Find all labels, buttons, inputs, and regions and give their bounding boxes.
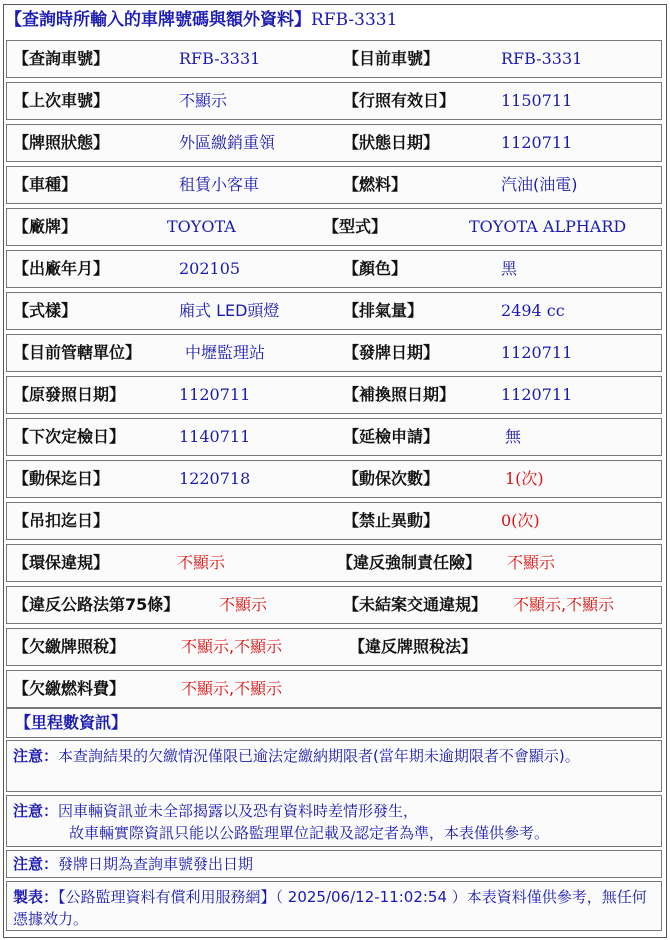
label-suspension-end: 【吊扣迄日】: [13, 511, 110, 530]
label-env-violation: 【環保違規】: [13, 553, 110, 572]
label-unpaid-license-tax: 【欠繳牌照稅】: [13, 637, 126, 656]
label-unpaid-fuel-fee: 【欠繳燃料費】: [13, 679, 126, 698]
note-text-line1: 因車輛資訊並未全部揭露以及恐有資料時差情形發生，: [58, 802, 419, 820]
value-insurance-violation: 不顯示: [507, 553, 556, 572]
label-color: 【顏色】: [343, 259, 408, 278]
label-reissue-date: 【補換照日期】: [343, 385, 456, 404]
note-text: 發牌日期為查詢車號發出日期: [58, 855, 254, 873]
note-issue-date: [6, 850, 662, 878]
label-original-license-date: 【原發照日期】: [13, 385, 126, 404]
label-current-plate: 【目前車號】: [343, 49, 440, 68]
footer-text: 【公路監理資料有償利用服務網】（ 2025/06/12-11:02:54 ）本表資料僅供參考，無任何憑據效力。: [13, 888, 647, 928]
label-query-plate: 【查詢車號】: [13, 49, 110, 68]
note-label: 注意：: [13, 802, 59, 820]
note-text-line2: 故車輛實際資訊只能以公路監理單位記載及認定者為準，本表僅供參考。: [69, 824, 550, 842]
value-unpaid-fuel-fee: 不顯示,不顯示: [181, 679, 283, 698]
info-row: [6, 502, 662, 540]
value-issue-date: 1120711: [501, 343, 573, 362]
info-row: [6, 82, 662, 120]
label-next-inspection: 【下次定檢日】: [13, 427, 126, 446]
label-model: 【型式】: [323, 217, 388, 236]
value-transfer-ban: 0(次): [501, 511, 540, 530]
label-collateral-count: 【動保次數】: [343, 469, 440, 488]
value-plate-status: 外區繳銷重領: [179, 133, 276, 152]
value-original-license-date: 1120711: [179, 385, 251, 404]
label-status-date: 【狀態日期】: [343, 133, 440, 152]
value-vehicle-type: 租賃小客車: [179, 175, 260, 194]
note-overdue: [6, 740, 662, 792]
value-env-violation: 不顯示: [177, 553, 226, 572]
label-previous-plate: 【上次車號】: [13, 91, 110, 110]
label-manufacture-date: 【出廠年月】: [13, 259, 110, 278]
value-model: TOYOTA ALPHARD: [469, 217, 627, 236]
label-issue-date: 【發牌日期】: [343, 343, 440, 362]
info-row: [6, 124, 662, 162]
info-row: [6, 250, 662, 288]
header-plate: RFB-3331: [311, 10, 398, 30]
value-inspection-extension: 無: [505, 427, 522, 446]
value-highway-law-75: 不顯示: [219, 595, 268, 614]
label-jurisdiction: 【目前管轄單位】: [13, 343, 142, 362]
value-reissue-date: 1120711: [501, 385, 573, 404]
value-query-plate: RFB-3331: [179, 49, 261, 68]
note-label: 注意：: [13, 747, 59, 765]
value-current-plate: RFB-3331: [501, 49, 583, 68]
mileage-section-title: 【里程數資訊】: [6, 708, 662, 738]
label-brand: 【廠牌】: [13, 217, 78, 236]
value-collateral-count: 1(次): [505, 469, 544, 488]
label-style: 【式樣】: [13, 301, 78, 320]
label-transfer-ban: 【禁止異動】: [343, 511, 440, 530]
label-fuel: 【燃料】: [343, 175, 408, 194]
report-header: [3, 4, 661, 36]
label-displacement: 【排氣量】: [343, 301, 424, 320]
value-open-traffic-violations: 不顯示,不顯示: [513, 595, 615, 614]
label-plate-status: 【牌照狀態】: [13, 133, 110, 152]
label-license-tax-violation: 【違反牌照稅法】: [349, 637, 478, 656]
note-label: 注意：: [13, 855, 59, 873]
report-footer: [6, 881, 662, 931]
info-row: [6, 544, 662, 582]
info-row: [6, 418, 662, 456]
info-row: [6, 208, 662, 246]
value-color: 黑: [501, 259, 518, 278]
label-vehicle-type: 【車種】: [13, 175, 78, 194]
label-license-valid-date: 【行照有效日】: [343, 91, 456, 110]
value-displacement: 2494 cc: [501, 301, 565, 320]
value-style: 廂式 LED頭燈: [179, 301, 280, 320]
info-row: [6, 334, 662, 372]
label-collateral-end: 【動保迄日】: [13, 469, 110, 488]
value-fuel: 汽油(油電): [501, 175, 578, 194]
value-brand: TOYOTA: [167, 217, 236, 236]
note-text: 本查詢結果的欠繳情況僅限已逾法定繳納期限者(當年期未逾期限者不會顯示)。: [58, 747, 580, 765]
label-inspection-extension: 【延檢申請】: [343, 427, 440, 446]
info-row: [6, 586, 662, 624]
header-title: 【查詢時所輸入的車牌號碼與額外資料】: [5, 10, 311, 30]
value-next-inspection: 1140711: [179, 427, 251, 446]
value-manufacture-date: 202105: [179, 259, 241, 278]
info-row: [6, 40, 662, 78]
info-row: [6, 670, 662, 708]
footer-label: 製表：: [13, 888, 59, 906]
info-row: [6, 376, 662, 414]
info-row: [6, 628, 662, 666]
note-disclaimer: [6, 795, 662, 847]
value-collateral-end: 1220718: [179, 469, 251, 488]
label-open-traffic-violations: 【未結案交通違規】: [343, 595, 488, 614]
info-row: [6, 166, 662, 204]
value-license-valid-date: 1150711: [501, 91, 573, 110]
info-row: [6, 292, 662, 330]
value-previous-plate: 不顯示: [179, 91, 228, 110]
label-highway-law-75: 【違反公路法第75條】: [13, 595, 180, 614]
info-row: [6, 460, 662, 498]
value-unpaid-license-tax: 不顯示,不顯示: [181, 637, 283, 656]
label-insurance-violation: 【違反強制責任險】: [337, 553, 482, 572]
value-jurisdiction: 中壢監理站: [185, 343, 266, 362]
value-status-date: 1120711: [501, 133, 573, 152]
